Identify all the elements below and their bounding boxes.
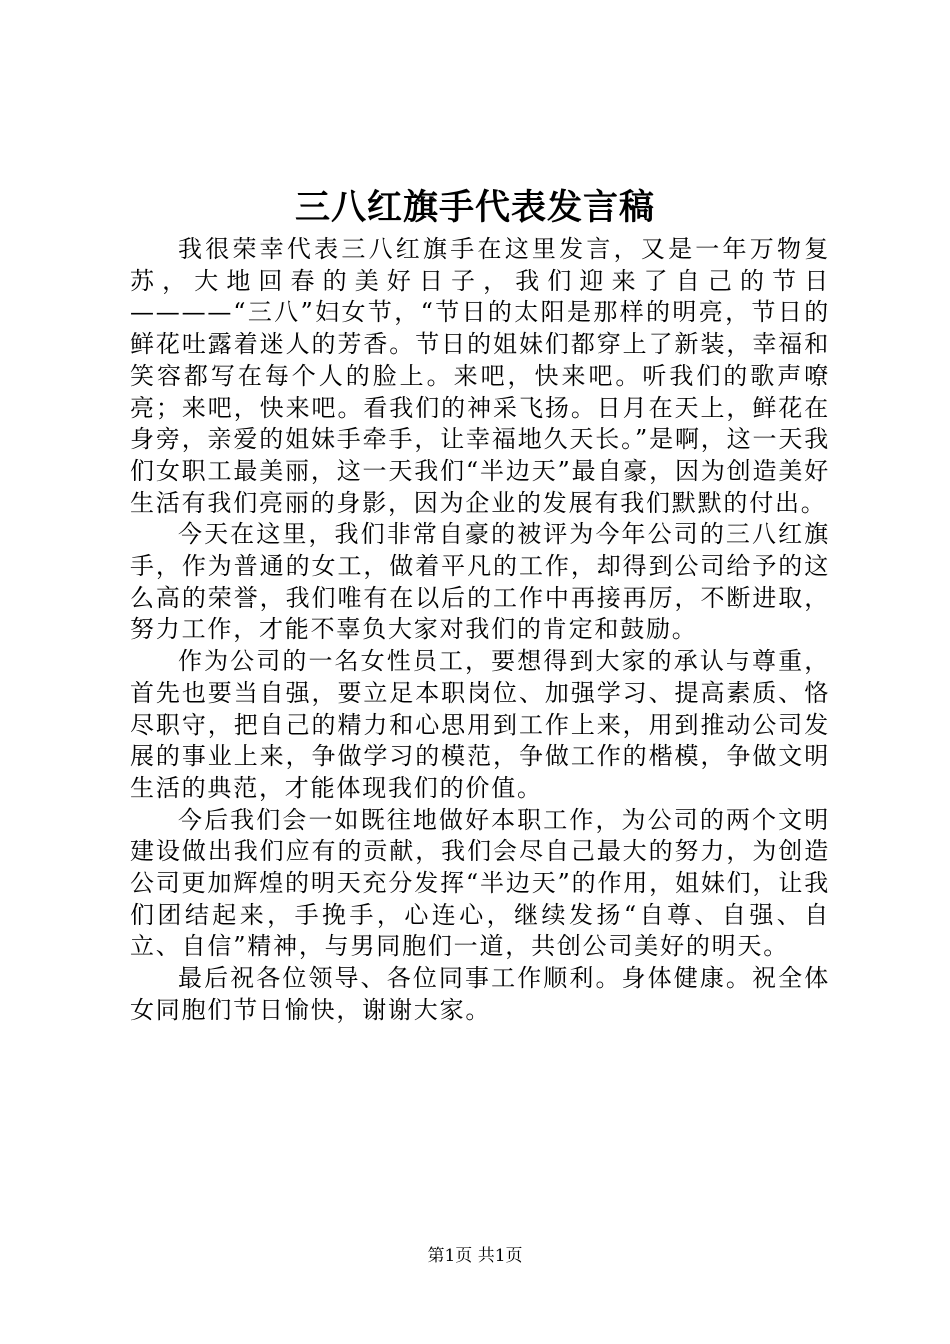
- paragraph-1: 我很荣幸代表三八红旗手在这里发言，又是一年万物复苏，大地回春的美好日子，我们迎来了自己的节日————“三八”妇女节，“节日的太阳是那样的明亮，节日的鲜花吐露着迷人的芳香。节日的姐妹们都穿上了新装，幸福和笑容都写在每个人的脸上。来吧，快来吧。听我们的歌声嘹亮；来吧，快来吧。看我们的神采飞扬。日月在天上，鲜花在身旁，亲爱的姐妹手牵手，让幸福地久天长。”是啊，这一天我们女职工最美丽，这一天我们“半边天”最自豪，因为创造美好生活有我们亮丽的身影，因为企业的发展有我们默默的付出。: [130, 235, 830, 517]
- document-body: [130, 234, 830, 1027]
- page-footer: 第1页 共1页: [427, 1246, 523, 1266]
- document-title: 三八红旗手代表发言稿: [294, 187, 655, 228]
- paragraph-3: 作为公司的一名女性员工，要想得到大家的承认与尊重，首先也要当自强，要立足本职岗位、加强学习、提高素质、恪尽职守，把自己的精力和心思用到工作上来，用到推动公司发展的事业上来，争做学习的模范，争做工作的楷模，争做文明生活的典范，才能体现我们的价值。: [130, 647, 830, 802]
- paragraph-2: 今天在这里，我们非常自豪的被评为今年公司的三八红旗手，作为普通的女工，做着平凡的工作，却得到公司给予的这么高的荣誉，我们唯有在以后的工作中再接再厉，不断进取，努力工作，才能不辜负大家对我们的肯定和鼓励。: [130, 520, 830, 644]
- paragraph-5: 最后祝各位领导、各位同事工作顺利。身体健康。祝全体女同胞们节日愉快，谢谢大家。: [130, 964, 830, 1024]
- paragraph-4: 今后我们会一如既往地做好本职工作，为公司的两个文明建设做出我们应有的贡献，我们会尽自己最大的努力，为创造公司更加辉煌的明天充分发挥“半边天”的作用，姐妹们，让我们团结起来，手挽手，心连心，继续发扬“自尊、自强、自立、自信”精神，与男同胞们一道，共创公司美好的明天。: [130, 805, 830, 961]
